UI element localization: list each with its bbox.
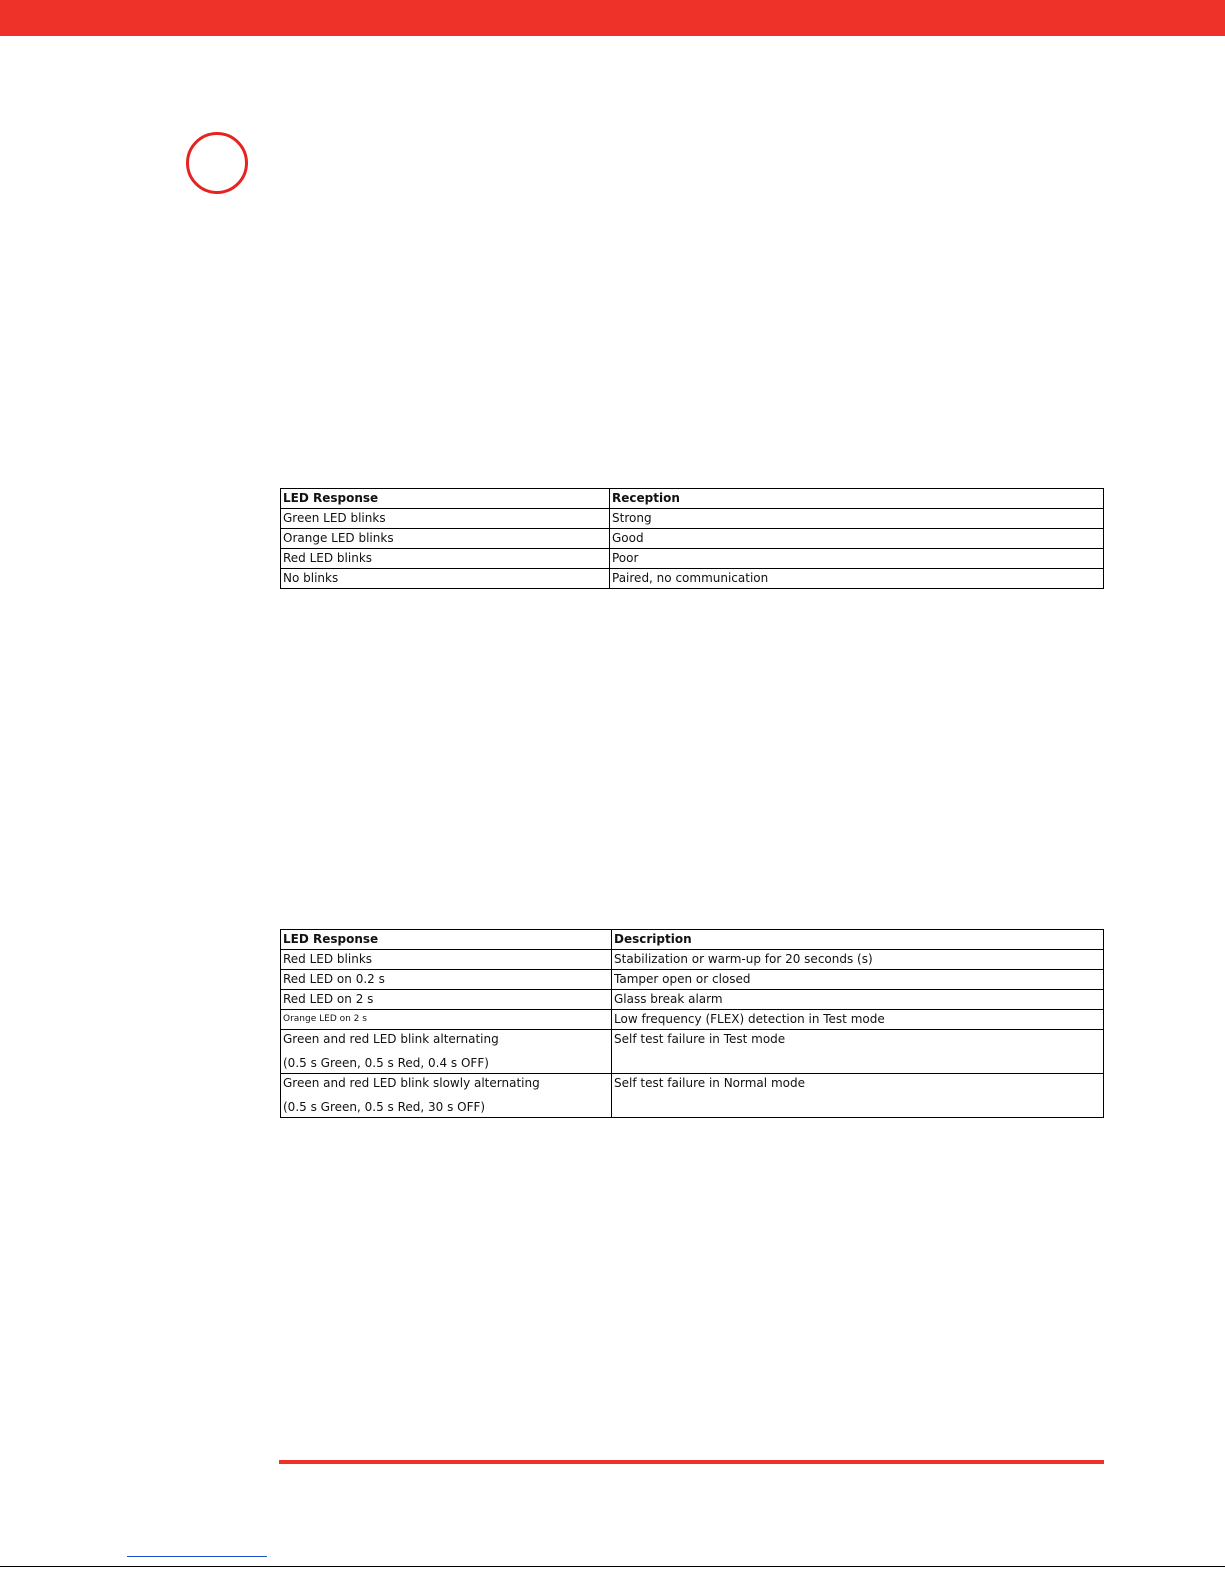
column-header-reception: Reception bbox=[610, 489, 1104, 509]
status-table bbox=[280, 929, 1104, 1118]
table-row bbox=[281, 529, 1104, 549]
column-header-led-response: LED Response bbox=[281, 489, 610, 509]
description-cell: Stabilization or warm-up for 20 seconds (s) bbox=[612, 950, 1104, 970]
reception-cell: Poor bbox=[610, 549, 1104, 569]
table-row bbox=[281, 549, 1104, 569]
led-response-cell: Red LED blinks bbox=[281, 549, 610, 569]
table-header-row bbox=[281, 930, 1104, 950]
led-response-cell: Orange LED blinks bbox=[281, 529, 610, 549]
led-response-cell: Green LED blinks bbox=[281, 509, 610, 529]
table-row bbox=[281, 970, 1104, 990]
reception-cell: Paired, no communication bbox=[610, 569, 1104, 589]
description-cell: Tamper open or closed bbox=[612, 970, 1104, 990]
led-response-cell: Red LED on 0.2 s bbox=[281, 970, 612, 990]
footer-accent-rule bbox=[279, 1460, 1104, 1464]
column-header-led-response: LED Response bbox=[281, 930, 612, 950]
footer-link-underline bbox=[127, 1556, 267, 1557]
table-row bbox=[281, 569, 1104, 589]
table-header-row bbox=[281, 489, 1104, 509]
led-response-cell: No blinks bbox=[281, 569, 610, 589]
led-response-cell: Orange LED on 2 s bbox=[281, 1010, 612, 1030]
reception-cell: Good bbox=[610, 529, 1104, 549]
led-timing-note: (0.5 s Green, 0.5 s Red, 30 s OFF) bbox=[283, 1100, 486, 1114]
led-response-cell: Red LED on 2 s bbox=[281, 990, 612, 1010]
description-cell: Self test failure in Test mode bbox=[612, 1030, 1104, 1074]
description-cell: Glass break alarm bbox=[612, 990, 1104, 1010]
table-row bbox=[281, 950, 1104, 970]
table-row bbox=[281, 1030, 1104, 1074]
description-cell: Low frequency (FLEX) detection in Test mode bbox=[612, 1010, 1104, 1030]
footer-divider bbox=[0, 1566, 1225, 1567]
table-row bbox=[281, 1074, 1104, 1118]
header-accent-bar bbox=[0, 0, 1225, 36]
description-cell: Self test failure in Normal mode bbox=[612, 1074, 1104, 1118]
reception-table bbox=[280, 488, 1104, 589]
table-row bbox=[281, 990, 1104, 1010]
circle-icon bbox=[186, 132, 248, 194]
led-response-cell bbox=[281, 1030, 612, 1074]
table-row bbox=[281, 509, 1104, 529]
led-timing-note: (0.5 s Green, 0.5 s Red, 0.4 s OFF) bbox=[283, 1056, 489, 1070]
led-response-text: Green and red LED blink alternating bbox=[283, 1032, 499, 1046]
table-row bbox=[281, 1010, 1104, 1030]
reception-cell: Strong bbox=[610, 509, 1104, 529]
led-response-text: Green and red LED blink slowly alternating bbox=[283, 1076, 540, 1090]
led-response-cell: Red LED blinks bbox=[281, 950, 612, 970]
led-response-cell bbox=[281, 1074, 612, 1118]
column-header-description: Description bbox=[612, 930, 1104, 950]
